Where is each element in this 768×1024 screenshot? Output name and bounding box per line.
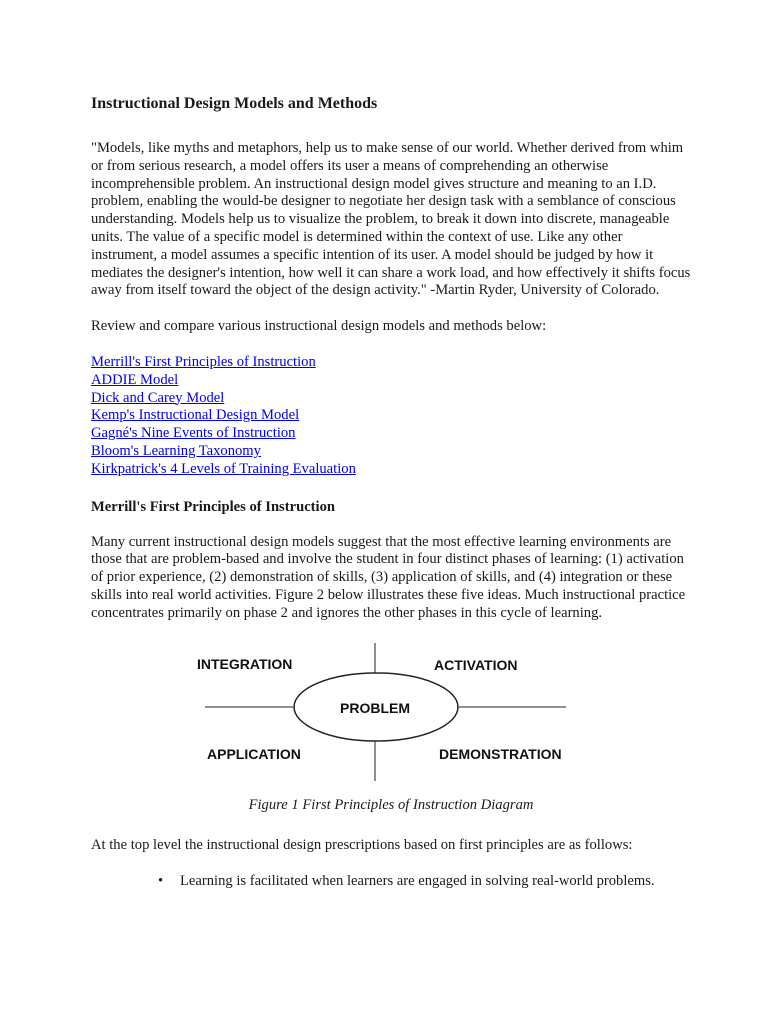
- link-gagne[interactable]: Gagné's Nine Events of Instruction: [91, 425, 296, 442]
- link-merrill[interactable]: Merrill's First Principles of Instruction: [91, 353, 316, 370]
- link-kirkpatrick[interactable]: Kirkpatrick's 4 Levels of Training Evaluation: [91, 460, 356, 477]
- prescriptions-list: [91, 873, 691, 891]
- label-problem: PROBLEM: [340, 699, 410, 716]
- review-intro-paragraph: Review and compare various instructional design models and methods below:: [91, 318, 547, 335]
- section-heading-merrill: Merrill's First Principles of Instruction: [91, 498, 335, 515]
- prescriptions-intro: At the top level the instructional design prescriptions based on first principles are as follows:: [91, 837, 633, 854]
- list-item-text: Learning is facilitated when learners are engaged in solving real-world problems.: [180, 873, 655, 890]
- label-application: APPLICATION: [207, 745, 301, 762]
- ryder-quote-paragraph: "Models, like myths and metaphors, help us to make sense of our world. Whether derived from whim or from serious research, a model offers its user a means of comprehending an otherwise incomprehensible problem. An instructional design model gives structure and meaning to an I.D. problem, enabling the would-be designer to negotiate her design task with a semblance of conscious understanding. Models help us to visualize the problem, to break it down into discrete, manageable units. The value of a specific model is determined within the context of use. Like any other instrument, a model assumes a specific intention of its user. A model should be judged by how it mediates the designer's intention, how well it can share a work load, and how effectively it shifts focus away from itself toward the object of the design activity." -Martin Ryder, University of Colorado.: [91, 140, 691, 299]
- list-item: [91, 873, 691, 891]
- link-addie[interactable]: ADDIE Model: [91, 371, 179, 388]
- model-links-list: [91, 354, 691, 479]
- link-kemp[interactable]: Kemp's Instructional Design Model: [91, 407, 300, 424]
- link-bloom[interactable]: Bloom's Learning Taxonomy: [91, 442, 261, 459]
- page-title: Instructional Design Models and Methods: [91, 95, 378, 112]
- label-integration: INTEGRATION: [197, 655, 293, 672]
- bullet-icon: •: [158, 873, 164, 890]
- diagram-svg: [91, 641, 691, 789]
- link-dick-and-carey[interactable]: Dick and Carey Model: [91, 389, 225, 406]
- label-activation: ACTIVATION: [434, 656, 518, 673]
- figure-caption: Figure 1 First Principles of Instruction Diagram: [248, 796, 534, 813]
- merrill-paragraph: Many current instructional design models suggest that the most effective learning environments are those that are problem-based and involve the student in four distinct phases of learning: (1) activation of prior experience, (2) demonstration of skills, (3) application of skills, and (4) integration or these skills into real world activities. Figure 2 below illustrates these five ideas. Much instructional practice concentrates primarily on phase 2 and ignores the other phases in this cycle of learning.: [91, 533, 686, 621]
- first-principles-diagram: [91, 641, 691, 789]
- document-content: [91, 94, 691, 891]
- label-demonstration: DEMONSTRATION: [439, 745, 562, 762]
